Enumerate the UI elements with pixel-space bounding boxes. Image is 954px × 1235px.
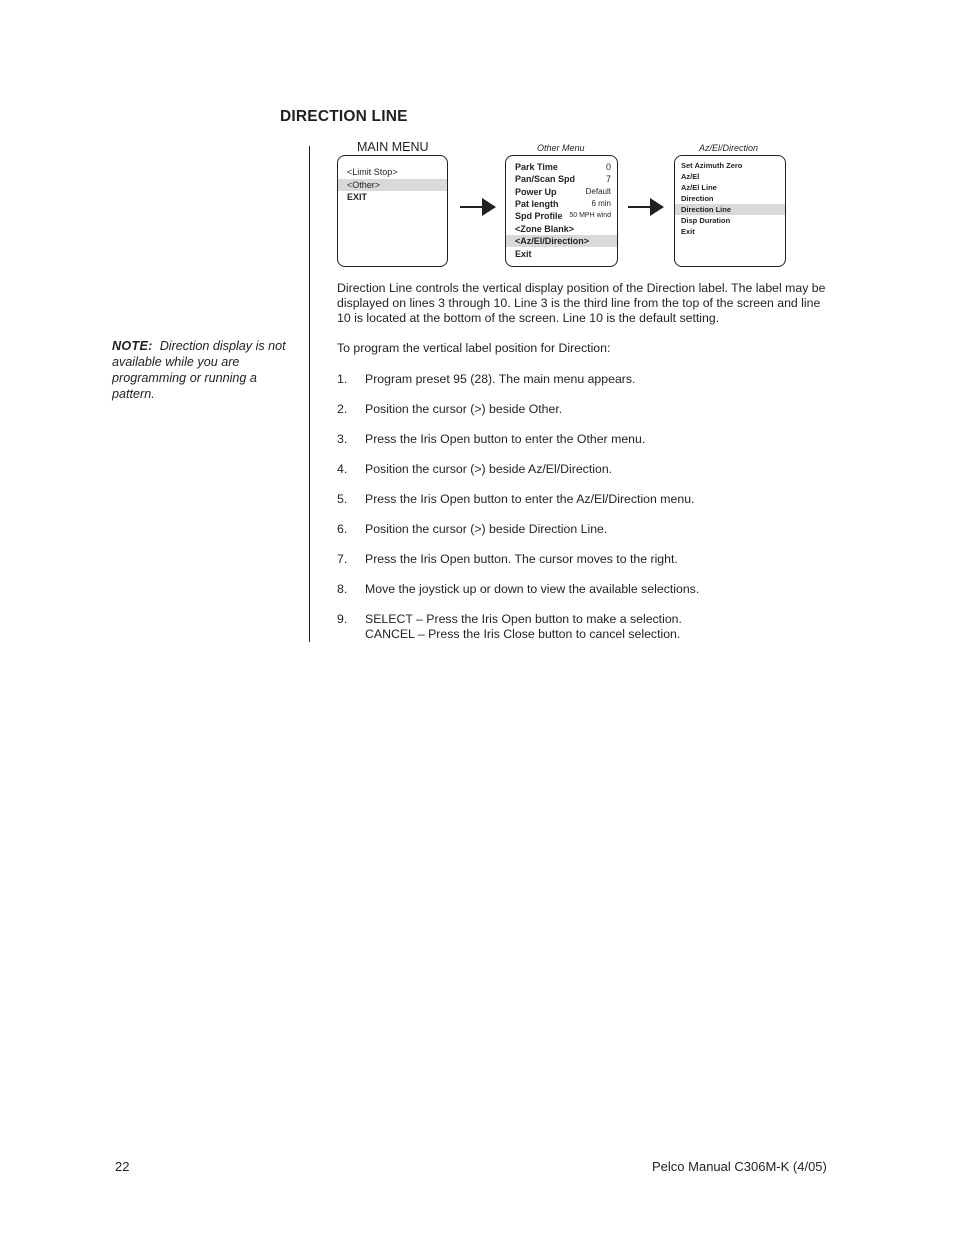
menu-item: Set Azimuth Zero (681, 161, 743, 170)
note-label: NOTE: (112, 339, 153, 353)
other-menu-caption: Other Menu (537, 143, 585, 153)
menu-item: Direction Line (675, 204, 785, 215)
menu-item: <Zone Blank> (515, 224, 575, 234)
menu-item: Az/El (681, 172, 700, 181)
menu-item: Pat length 6 min (515, 199, 611, 209)
note-callout (112, 338, 287, 402)
menu-item: Exit (515, 249, 532, 259)
section-heading: DIRECTION LINE (280, 108, 408, 125)
menu-item: <Limit Stop> (347, 167, 398, 177)
menu-item: Direction (681, 194, 714, 203)
menu-item: Az/El Line (681, 183, 717, 192)
menu-item: Park Time 0 (515, 162, 611, 172)
azel-menu-screen (674, 155, 786, 267)
right-arrow-icon (458, 196, 498, 218)
vertical-rule (309, 146, 310, 642)
page-number: 22 (115, 1159, 130, 1174)
menu-item: Exit (681, 227, 695, 236)
other-menu-screen (505, 155, 618, 267)
main-menu-screen (337, 155, 448, 267)
lead-sentence: To program the vertical label position for Direction: (337, 341, 611, 355)
azel-menu-caption: Az/El/Direction (699, 143, 759, 153)
menu-item: <Az/El/Direction> (506, 235, 617, 247)
menu-item: Pan/Scan Spd 7 (515, 174, 611, 184)
note-text: Direction display is not available while you are programming or running a pattern. (112, 339, 286, 401)
menu-item: <Other> (338, 179, 447, 191)
manual-footer: Pelco Manual C306M-K (4/05) (652, 1159, 827, 1174)
menu-item: Power Up Default (515, 187, 611, 197)
menu-item: Disp Duration (681, 216, 731, 225)
intro-paragraph: Direction Line controls the vertical display position of the Direction label. The label may be displayed on lines 3 through 10. Line 3 is the third line from the top of the screen and line 10 is located at the bottom of the screen. Line 10 is the default setting. (337, 281, 826, 325)
menu-item: EXIT (347, 192, 368, 202)
right-arrow-icon (626, 196, 666, 218)
main-menu-caption: MAIN MENU (357, 140, 429, 154)
menu-item: Spd Profile 50 MPH wind (515, 211, 611, 221)
